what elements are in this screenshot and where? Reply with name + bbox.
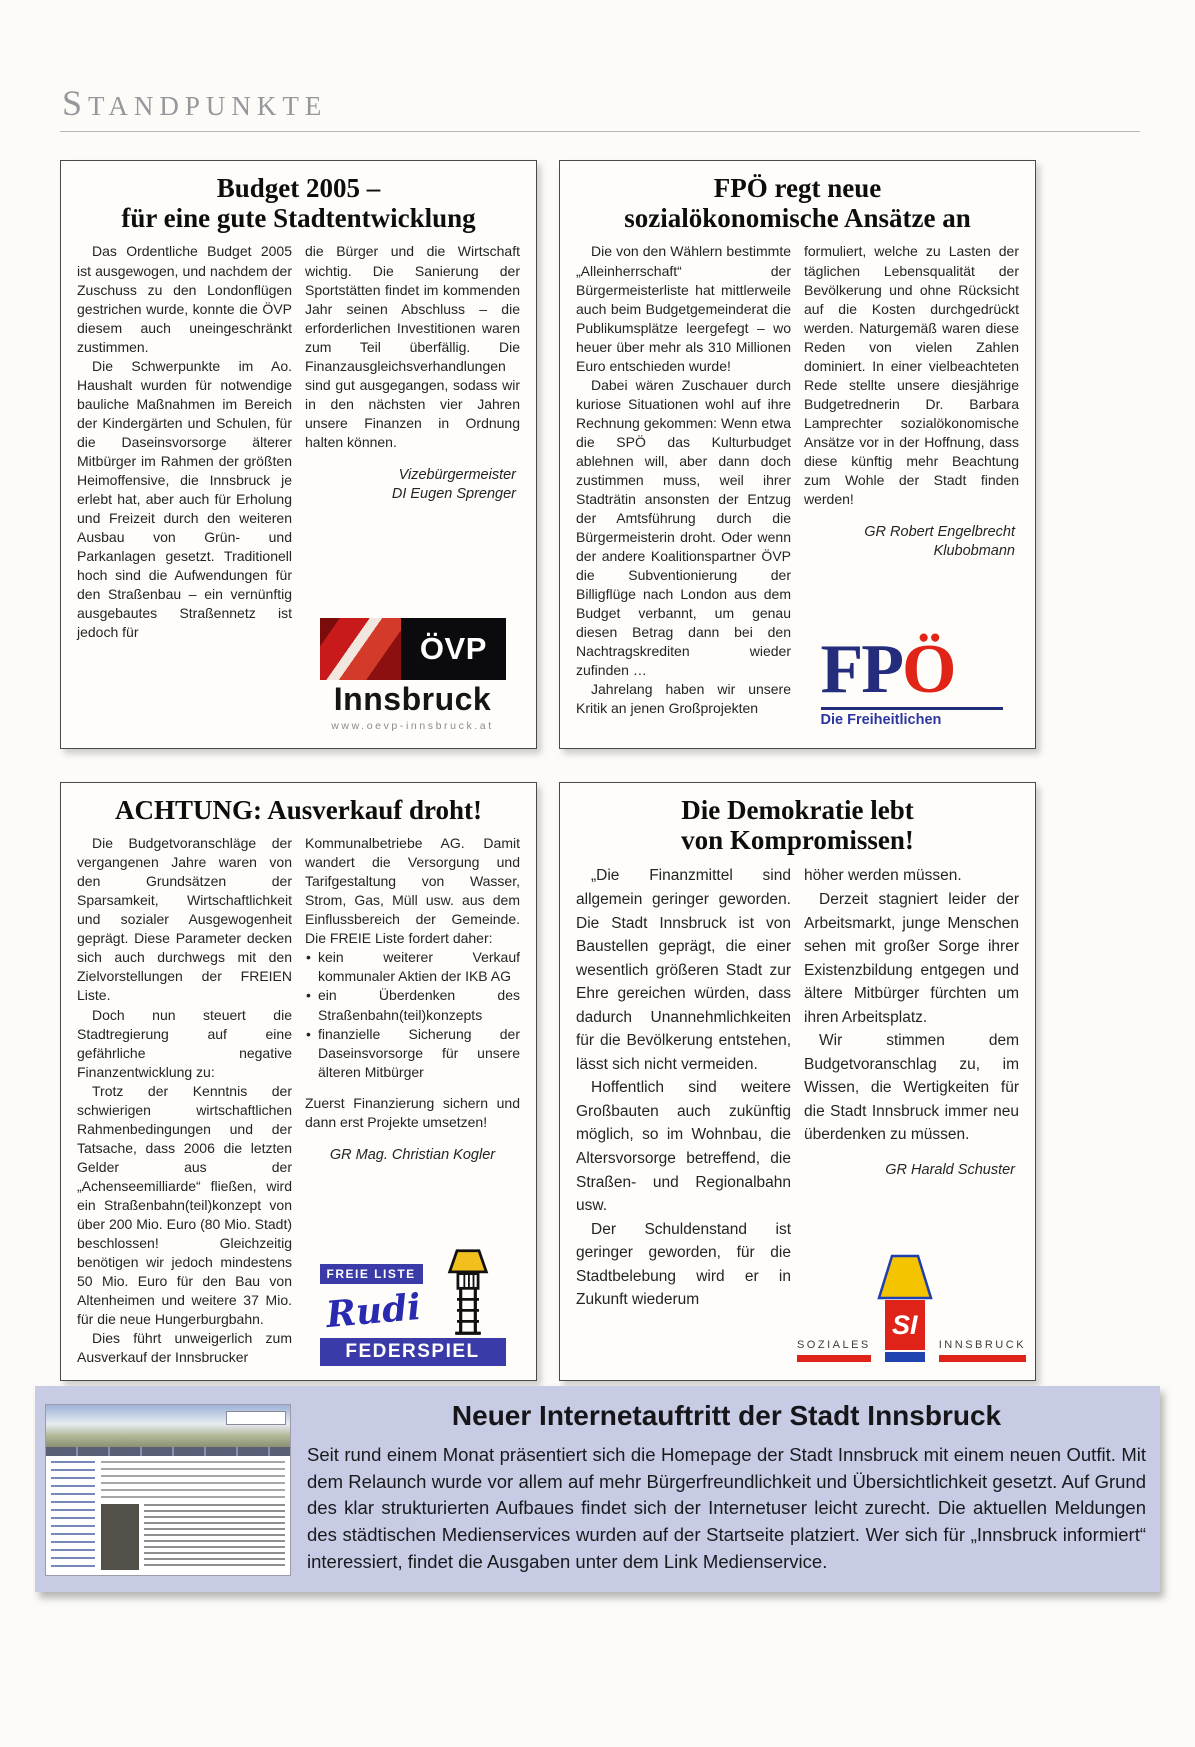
fpoe-logo (820, 630, 1003, 729)
article-title (77, 173, 520, 233)
paragraph: Dabei wären Zuschauer durch kuriose Situationen wohl auf ihre Rechnung gekommen: Wenn etwa die SPÖ das Kulturbudget ablehnen will, aber dann doch zustimmen muss, weil ihrer Stadträtin ansonsten der Entzug der Amtsführung durch die Bürgermeisterin droht. Oder wenn der andere Koalitionspartner ÖVP die Subventionierung der Billigflüge nach London aus dem Budget verbannt, um genau diesen Betrag dann bei den Nachtragskrediten wieder zufinden … (576, 376, 791, 679)
article-title (576, 173, 1019, 233)
column-left (77, 834, 292, 1368)
article-fpoe-ansaetze (559, 160, 1036, 749)
banner-content (307, 1396, 1146, 1582)
fpoe-tagline: Die Freiheitlichen (821, 707, 1003, 728)
paragraph: die Bürger und die Wirtschaft wichtig. Die Sanierung der Sportstätten findet im kommenden Jahr seinen Abschluss – die erforderlichen Investitionen waren zum Teil überfällig. Die Finanzausgleichsverhandlungen sind gut ausgegangen, sodass wir in den nächsten vier Jahren unsere Finanzen in Ordnung halten können. (305, 243, 520, 450)
rudi-signature-script: Rudi (323, 1285, 423, 1337)
article-columns (77, 242, 520, 736)
thumb-search-box (226, 1411, 286, 1425)
thumb-navigation-bar (46, 1447, 290, 1456)
paragraph: Die von den Wählern bestimmte „Alleinherrschaft“ der Bürgermeisterliste hat mittlerweile auch beim Budgetgemeinderat die Publikumsplätze leergefegt – wo heuer über mehr als 310 Millionen Euro entschieden wurde! (576, 243, 791, 374)
si-lamp-mark (876, 1254, 934, 1362)
signature (305, 1146, 520, 1165)
thumb-text-block (144, 1504, 285, 1570)
freie-liste-logo (320, 1248, 506, 1366)
thumb-main-content (101, 1461, 285, 1570)
title-line-2: von Kompromissen! (681, 825, 914, 856)
thumb-content-row (101, 1504, 285, 1570)
signature (804, 523, 1019, 561)
column-right (305, 834, 520, 1368)
si-red-bar-left (797, 1355, 871, 1362)
banner-body: Seit rund einem Monat präsentiert sich die Homepage der Stadt Innsbruck mit einem neuen Outfit. Mit dem Relaunch wurde vor allem auf mehr Bürgerfreundlichkeit und Übersichtlichkeit gesetzt. Auf Grund des klar strukturierten Aufbaues findet sich der Internetuser leicht zurecht. Die aktuellen Meldungen des städtischen Medienservices wurden auf der Startseite platziert. Wer sich für „Innsbruck informiert“ interessiert, findet die Ausgaben unter dem Link Medienservice. (307, 1444, 1146, 1572)
fpoe-letters-fp: FP (820, 630, 903, 708)
paragraph: Die Schwerpunkte im Ao. Haushalt wurden für notwendige bauliche Maßnahmen im Bereich der Kindergärten und Schulen, für die Daseinsvorsorge älterer Mitbürger im Rahmen der größten Heimoffensive, die Innsbruck je erlebt hat, aber auch für Erholung und Freizeit durch den weiteren Ausbau von Grün- und Parkanlagen gesetzt. Traditionell hoch sind die Aufwendungen für den Straßenbau – ein vernünftig ausgebautes Straßennetz ist jedoch für (77, 357, 292, 641)
column-left (576, 864, 791, 1368)
title-line-1: FPÖ regt neue (713, 173, 882, 203)
signature-name: DI Eugen Sprenger (391, 485, 516, 502)
thumb-side-menu (51, 1461, 95, 1570)
paragraph: Jahrelang haben wir unsere Kritik an jenen Großprojekten (576, 681, 791, 717)
signature-role: Klubobmann (933, 542, 1015, 559)
title-line-2: für eine gute Stadtentwicklung (121, 203, 476, 234)
paragraph: Das Ordentliche Budget 2005 ist ausgewogen, und nachdem der Zuschuss zu den Londonflügen gestrichen wurde, konnte die ÖVP diesem auch uneingeschränkt zustimmen. (77, 243, 292, 355)
si-left-group (797, 1339, 871, 1362)
oevp-wordmark: ÖVP (401, 618, 505, 680)
tower-icon (440, 1248, 496, 1336)
oevp-logo (320, 618, 506, 732)
paragraph: Trotz der Kenntnis der schwierigen wirtschaftlichen Rahmenbedingungen und der Tatsache, dass 2006 die letzten Gelder aus der „Achenseemilliarde“ fließen, wird ein Straßenbahn(teil)konzept von über 200 Mio. Euro (80 Mio. Stadt) beschlossen! Gleichzeitig benötigen wir jedoch mindestens 50 Mio. Euro für den Bau von Altenheimen und weitere 37 Mio. für die neue Hungerburgbahn. (77, 1082, 292, 1328)
column-left (77, 242, 292, 736)
paragraph: Dies führt unweigerlich zum Ausverkauf der Innsbrucker (77, 1330, 292, 1366)
article-columns (77, 834, 520, 1368)
banner-internetauftritt (35, 1386, 1160, 1592)
si-blue-bar (885, 1352, 925, 1362)
paragraph: Hoffentlich sind weitere Großbauten auch zukünftig möglich, so im Wohnbau, die Altersvorsorge betreffend, die Straßen- und Regionalbahn usw. (576, 1079, 791, 1215)
si-red-bar-right (939, 1355, 1026, 1362)
oevp-website-url: www.oevp-innsbruck.at (331, 720, 494, 732)
column-right (804, 242, 1019, 736)
paragraph: Der Schuldenstand ist geringer geworden, für die Stadtbelebung wird er in Zukunft wiederum (576, 1220, 791, 1309)
title-line-1: ACHTUNG: Ausverkauf droht! (114, 795, 483, 825)
freie-liste-label: FREIE LISTE (320, 1264, 423, 1284)
title-line-2: sozialökonomische Ansätze an (624, 203, 971, 234)
paragraph: Doch nun steuert die Stadtregierung auf eine gefährliche negative Finanzentwicklung zu: (77, 1006, 292, 1080)
oevp-city-label: Innsbruck (333, 681, 492, 717)
thumb-page-body (46, 1456, 290, 1575)
signature-name: GR Mag. Christian Kogler (329, 1146, 496, 1163)
fpoe-letter-oe: Ö (902, 630, 955, 708)
soziales-innsbruck-logo (796, 1254, 1027, 1362)
article-si-demokratie (559, 782, 1036, 1381)
signature-name: GR Harald Schuster (885, 1162, 1015, 1179)
paragraph: Die Budgetvoranschläge der vergangenen Jahre waren von den Grundsätzen der Sparsamkeit, Wirtschaftlichkeit und sozialer Ausgewogenheit geprägt. Diese Parameter decken sich auch durchwegs mit den Zielvorstellungen der FREIEN Liste. (77, 835, 292, 1004)
article-oevp-budget (60, 160, 537, 749)
bullet-item: • ein Überdenken des Straßenbahn(teil)konzepts (305, 986, 520, 1024)
section-header: STANDPUNKTE (62, 83, 328, 123)
thumb-news-image (101, 1504, 139, 1570)
paragraph: Derzeit stagniert leider der Arbeitsmarkt, junge Menschen sehen mit großer Sorge ihrer Existenzbildung entgegen und ältere Mitbürger fürchten um ihren Arbeitsplatz. (804, 891, 1019, 1026)
si-right-group (939, 1339, 1026, 1362)
paragraph: Zuerst Finanzierung sichern und dann erst Projekte umsetzen! (305, 1094, 520, 1130)
signature (804, 1161, 1019, 1180)
signature-name: GR Robert Engelbrecht (864, 523, 1015, 540)
paragraph: Kommunalbetriebe AG. Damit wandert die Versorgung und Tarifgestaltung von Wasser, Strom, Gas, Müll usw. aus dem Einflussbereich der Gemeinde. Die FREIE Liste fordert daher: (305, 835, 520, 947)
article-title (576, 795, 1019, 855)
soziales-label: SOZIALES (796, 1339, 871, 1351)
lampshade-icon (876, 1254, 934, 1300)
paragraph: formuliert, welche zu Lasten der täglichen Lebensqualität der Bevölkerung und ohne Rücksicht auf die Kosten durchgedrückt werden. Naturgemäß waren diese Reden von vielen Zahlen dominiert. In einer vielbeachteten Rede stellte unsere diesjährige Budgetrednerin Dr. Barbara Lamprechter sozialökonomische Ansätze vor in der Hoffnung, dass diese künftig mehr Beachtung zum Wohle der Stadt finden werden! (804, 243, 1019, 507)
article-columns (576, 242, 1019, 736)
article-title (77, 795, 520, 825)
paragraph: höher werden müssen. (804, 867, 962, 885)
thumb-mountain-photo (46, 1405, 290, 1447)
article-columns (576, 864, 1027, 1368)
federspiel-name-bar: FEDERSPIEL (320, 1338, 506, 1366)
title-line-1: Die Demokratie lebt (681, 795, 914, 825)
signature (305, 466, 520, 504)
website-screenshot-thumbnail (45, 1404, 291, 1576)
column-right (796, 864, 1027, 1368)
signature-role: Vizebürgermeister (398, 466, 516, 483)
article-freie-liste-ausverkauf (60, 782, 537, 1381)
paragraph: Wir stimmen dem Budgetvoranschlag zu, im Wissen, die Wertigkeiten für die Stadt Innsbruck immer neu überdenken zu müssen. (804, 1032, 1019, 1144)
header-rule (60, 131, 1140, 132)
si-monogram: SI (885, 1300, 925, 1350)
banner-title: Neuer Internetauftritt der Stadt Innsbruck (451, 1400, 1002, 1431)
bullet-item: • finanzielle Sicherung der Daseinsvorsorge für unsere älteren Mitbürger (305, 1025, 520, 1082)
thumb-text-block (101, 1461, 285, 1499)
paragraph: „Die Finanzmittel sind allgemein geringer geworden. Die Stadt Innsbruck ist von Baustellen geprägt, die einer wesentlich größeren Stadt zur Ehre gereichen würden, dass dadurch Unannehmlichkeiten für die Bevölkerung entstehen, lässt sich nicht vermeiden. (576, 867, 791, 1073)
oevp-red-flag-image (320, 618, 402, 680)
oevp-flag-mark (320, 618, 506, 680)
column-right (305, 242, 520, 736)
innsbruck-label: INNSBRUCK (938, 1339, 1027, 1351)
bullet-item: • kein weiterer Verkauf kommunaler Aktien der IKB AG (305, 948, 520, 986)
fpoe-wordmark (820, 630, 1003, 708)
column-left (576, 242, 791, 736)
title-line-1: Budget 2005 – (216, 173, 381, 203)
